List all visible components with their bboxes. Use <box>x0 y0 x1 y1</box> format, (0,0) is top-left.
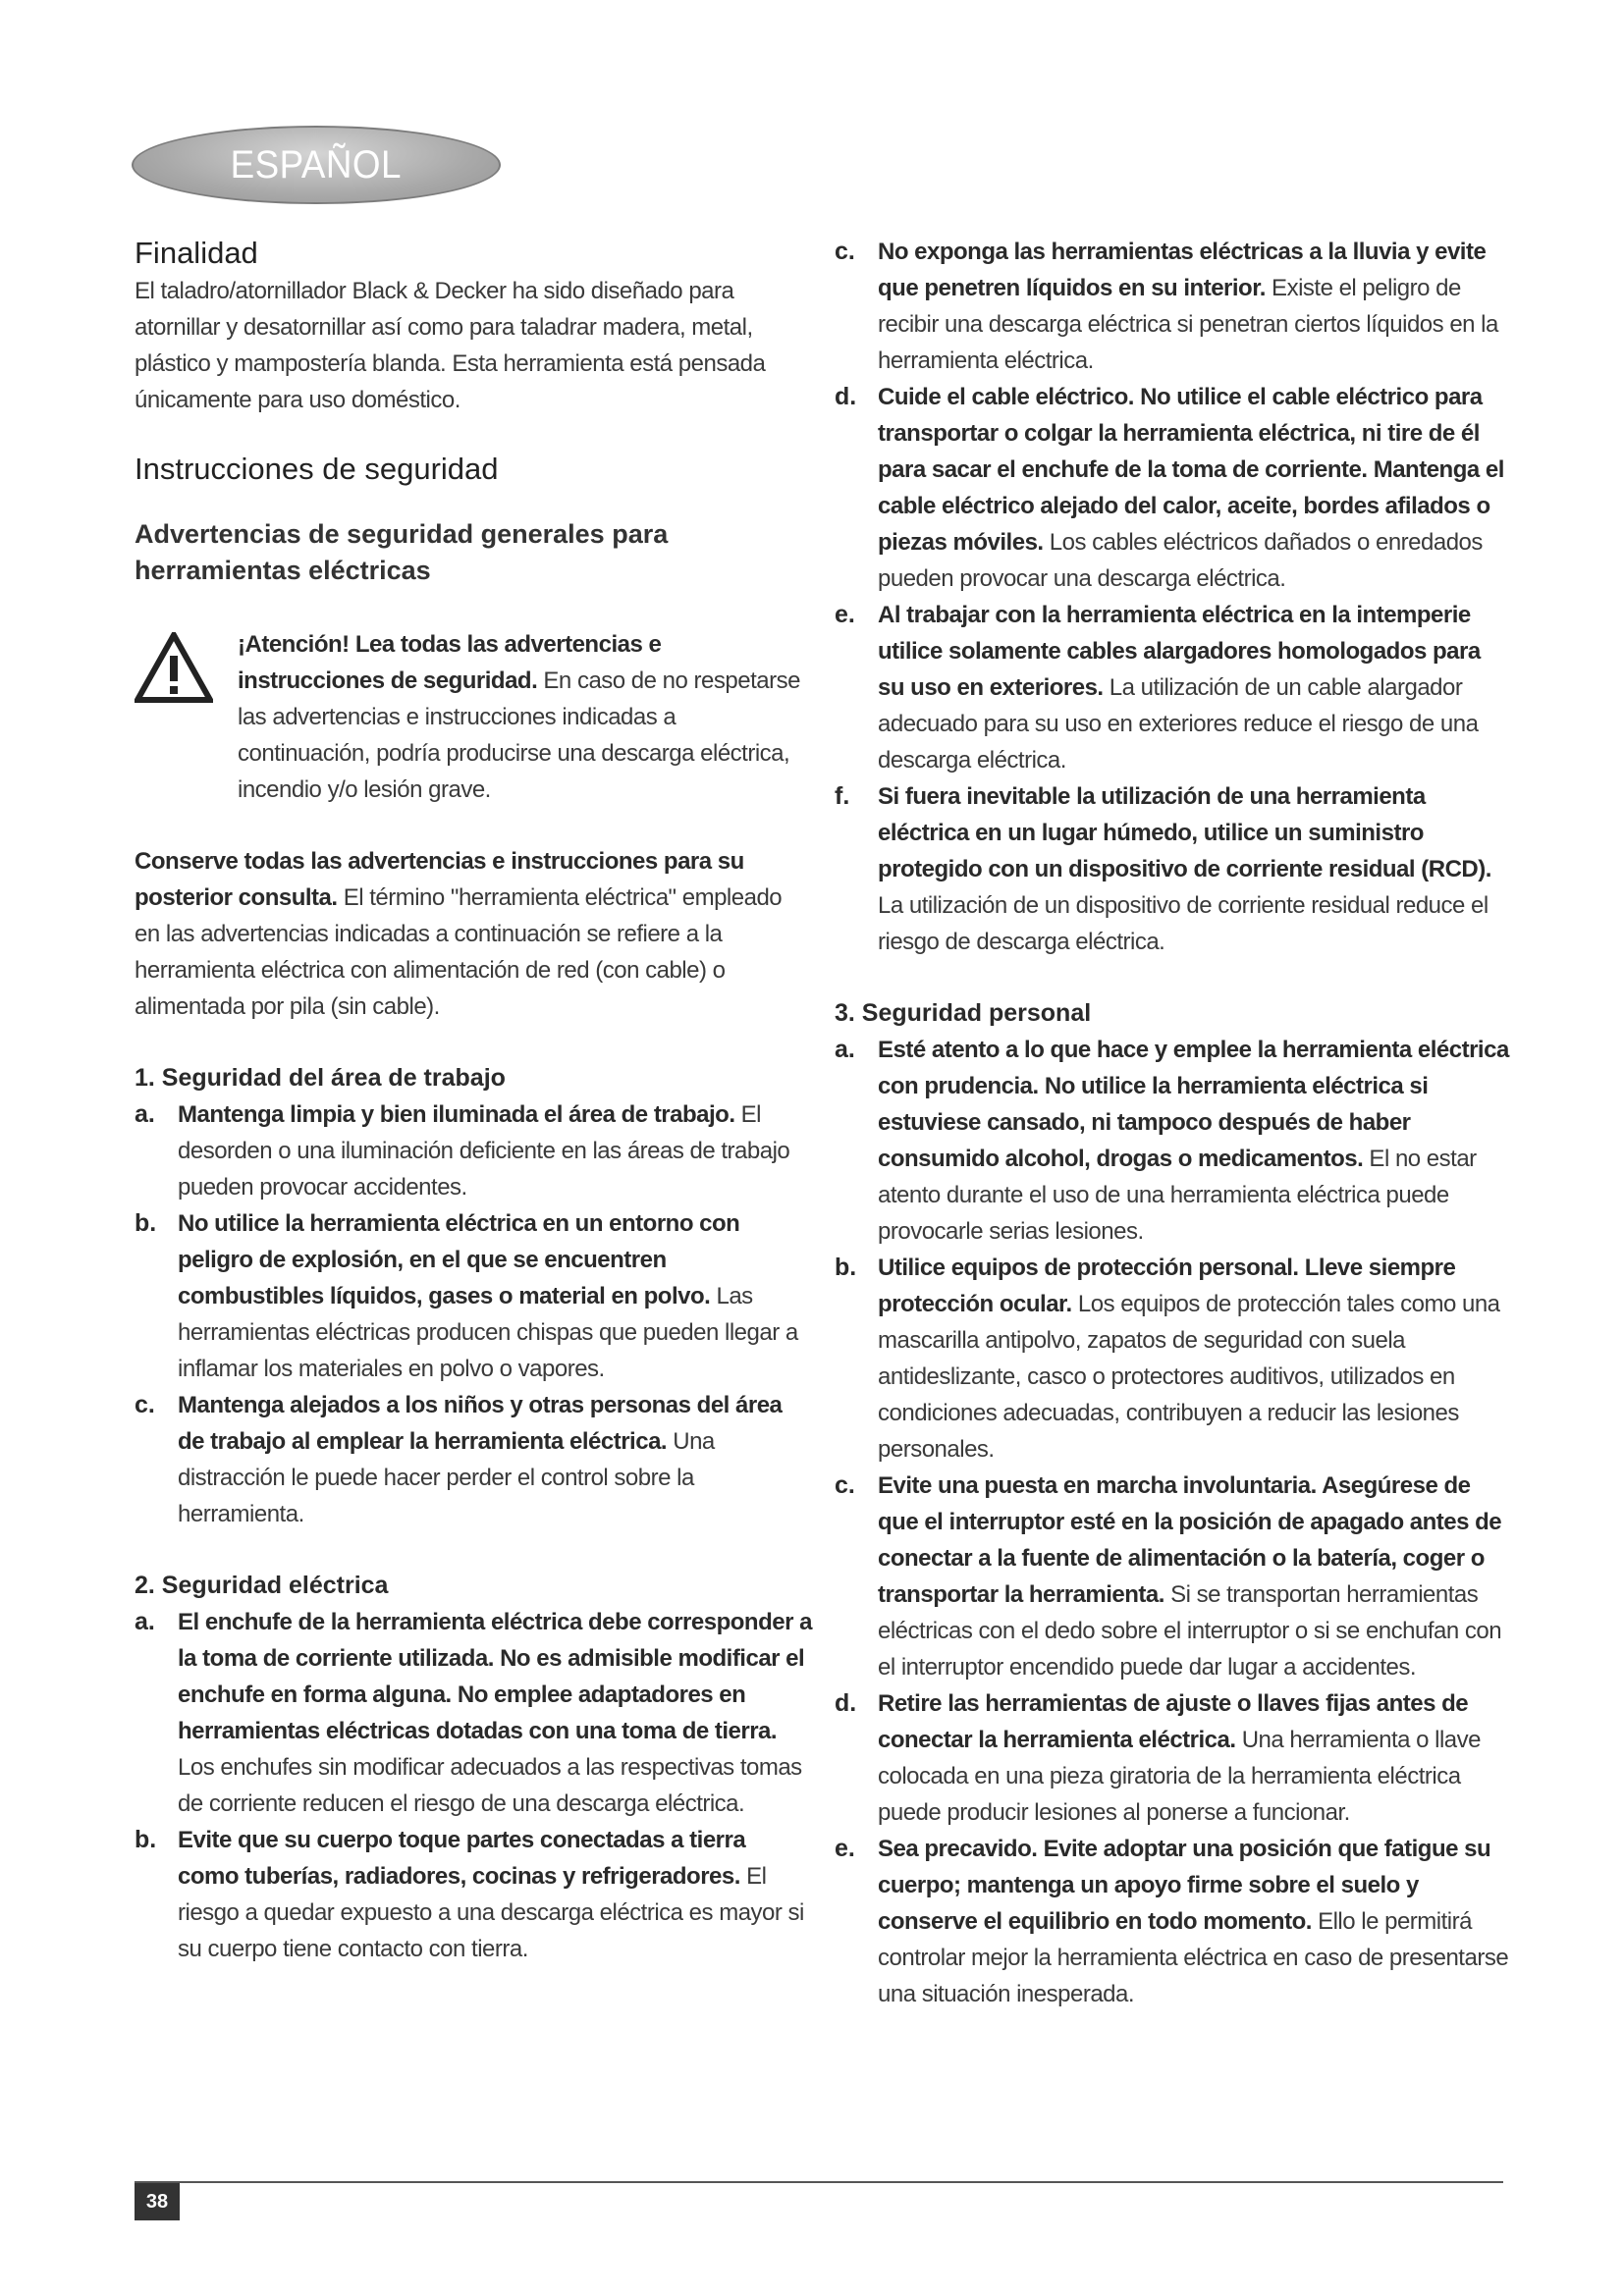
warning-text <box>238 626 812 808</box>
list-item <box>835 1685 1512 1831</box>
conserve-body: El término "herramienta eléctrica" empleado en las advertencias indicadas a continuación se refiere a la herramienta eléctrica con alimentación de red (con cable) o alimentada por pila (sin cable). <box>135 884 783 1020</box>
warning-triangle-icon <box>135 632 213 703</box>
item-bold: Retire las herramientas de ajuste o llaves fijas antes de conectar la herramienta eléctrica. <box>878 1690 1469 1753</box>
item-text: Los cables eléctricos dañados o enredados pueden provocar una descarga eléctrica. <box>878 529 1483 592</box>
item-text: El riesgo a quedar expuesto a una descarga eléctrica es mayor si su cuerpo tiene contacto con tierra. <box>178 1863 804 1962</box>
list-item <box>835 778 1512 960</box>
item-label: d. <box>835 383 857 410</box>
item-bold: Utilice equipos de protección personal. Lleve siempre protección ocular. <box>878 1255 1456 1317</box>
item-bold: Mantenga limpia y bien iluminada el área de trabajo. <box>178 1101 735 1128</box>
list-item <box>135 1822 812 1967</box>
item-label: f. <box>835 782 850 810</box>
item-text: Los equipos de protección tales como una mascarilla antipolvo, zapatos de seguridad con suela antideslizante, casco o protectores auditivos, utilizados en condiciones adecuadas, contribuyen a reducir las lesiones personales. <box>878 1291 1500 1463</box>
list-item <box>835 379 1512 597</box>
item-text: La utilización de un dispositivo de corriente residual reduce el riesgo de descarga eléctrica. <box>878 892 1489 955</box>
item-label: e. <box>835 1835 855 1862</box>
right-column <box>835 234 1512 2012</box>
left-column <box>135 234 812 1967</box>
list-item <box>135 1604 812 1822</box>
item-text: Una herramienta o llave colocada en una pieza giratoria de la herramienta eléctrica puede producir lesiones al ponerse a funcionar. <box>878 1727 1481 1826</box>
item-text: Ello le permitirá controlar mejor la herramienta eléctrica en caso de presentarse una situación inesperada. <box>878 1908 1509 2007</box>
section-2-title: 2. Seguridad eléctrica <box>135 1572 389 1599</box>
section-3-title: 3. Seguridad personal <box>835 999 1092 1027</box>
item-text: Una distracción le puede hacer perder el control sobre la herramienta. <box>178 1428 715 1527</box>
item-label: e. <box>835 601 855 628</box>
finalidad-text: El taladro/atornillador Black & Decker ha sido diseñado para atornillar y desatornillar así como para taladrar madera, metal, plástico y mampostería blanda. Esta herramienta está pensada únicamente para uso doméstico. <box>135 278 766 413</box>
item-label: b. <box>135 1209 157 1237</box>
language-label: ESPAÑOL <box>230 142 403 187</box>
list-item <box>835 1468 1512 1685</box>
item-text: Los enchufes sin modificar adecuados a las respectivas tomas de corriente reducen el riesgo de una descarga eléctrica. <box>178 1754 802 1817</box>
list-item <box>135 1096 812 1205</box>
item-text: Las herramientas eléctricas producen chispas que pueden llegar a inflamar los materiales en polvo o vapores. <box>178 1283 798 1382</box>
item-bold: Cuide el cable eléctrico. No utilice el cable eléctrico para transportar o colgar la herramienta eléctrica, ni tire de él para sacar el enchufe de la toma de corriente. Mantenga el cable eléctrico alejado del calor, aceite, bordes afilados o piezas móviles. <box>878 384 1504 556</box>
footer-rule <box>135 2181 1503 2183</box>
item-bold: Esté atento a lo que hace y emplee la herramienta eléctrica con prudencia. No utilice la herramienta eléctrica si estuviese cansado, ni tampoco después de haber consumido alcohol, drogas o medicamentos. <box>878 1037 1509 1172</box>
item-bold: Evite que su cuerpo toque partes conectadas a tierra como tuberías, radiadores, cocinas y refrigeradores. <box>178 1827 746 1890</box>
item-label: c. <box>135 1391 155 1418</box>
list-item <box>835 234 1512 379</box>
item-label: d. <box>835 1689 857 1717</box>
conserve-paragraph <box>135 843 812 1025</box>
item-text: La utilización de un cable alargador adecuado para su uso en exteriores reduce el riesgo de una descarga eléctrica. <box>878 674 1479 774</box>
item-text: El desorden o una iluminación deficiente en las áreas de trabajo pueden provocar accidentes. <box>178 1101 790 1201</box>
item-text: Existe el peligro de recibir una descarga eléctrica si penetran ciertos líquidos en la herramienta eléctrica. <box>878 275 1498 374</box>
list-item <box>135 1205 812 1387</box>
item-bold: Sea precavido. Evite adoptar una posición que fatigue su cuerpo; mantenga un apoyo firme sobre el suelo y conserve el equilibrio en todo momento. <box>878 1836 1491 1935</box>
item-bold: Evite una puesta en marcha involuntaria. Asegúrese de que el interruptor esté en la posición de apagado antes de conectar a la fuente de alimentación o la batería, coger o transportar la herramienta. <box>878 1472 1502 1608</box>
item-bold: Si fuera inevitable la utilización de una herramienta eléctrica en un lugar húmedo, utilice un suministro protegido con un dispositivo de corriente residual (RCD). <box>878 783 1491 882</box>
list-item <box>135 1387 812 1532</box>
warning-body: En caso de no respetarse las advertencias e instrucciones indicadas a continuación, podría producirse una descarga eléctrica, incendio y/o lesión grave. <box>238 667 800 803</box>
item-label: b. <box>135 1826 157 1853</box>
item-label: b. <box>835 1254 857 1281</box>
item-bold: No exponga las herramientas eléctricas a la lluvia y evite que penetren líquidos en su interior. <box>878 239 1487 301</box>
item-label: a. <box>135 1608 155 1635</box>
general-warnings-heading: Advertencias de seguridad generales para herramientas eléctricas <box>135 519 669 585</box>
list-item <box>835 1250 1512 1468</box>
finalidad-heading: Finalidad <box>135 236 258 270</box>
item-bold: El enchufe de la herramienta eléctrica debe corresponder a la toma de corriente utilizada. No es admisible modificar el enchufe en forma alguna. No emplee adaptadores en herramientas eléctricas dotadas con una toma de tierra. <box>178 1609 812 1744</box>
language-badge <box>132 126 501 204</box>
item-bold: Al trabajar con la herramienta eléctrica en la intemperie utilice solamente cables alargadores homologados para su uso en exteriores. <box>878 602 1481 701</box>
page-number: 38 <box>135 2183 180 2220</box>
item-text: El no estar atento durante el uso de una herramienta eléctrica puede provocarle serias lesiones. <box>878 1146 1477 1245</box>
list-item <box>835 1831 1512 2012</box>
warning-block <box>135 626 812 808</box>
item-text: Si se transportan herramientas eléctricas con el dedo sobre el interruptor o si se enchufan con el interruptor encendido puede dar lugar a accidentes. <box>878 1581 1502 1681</box>
item-bold: No utilice la herramienta eléctrica en un entorno con peligro de explosión, en el que se encuentren combustibles líquidos, gases o material en polvo. <box>178 1210 740 1309</box>
warning-bold: ¡Atención! Lea todas las advertencias e instrucciones de seguridad. <box>238 631 662 694</box>
safety-heading: Instrucciones de seguridad <box>135 452 499 486</box>
list-item <box>835 1032 1512 1250</box>
item-label: c. <box>835 238 855 265</box>
item-label: a. <box>135 1100 155 1128</box>
list-item <box>835 597 1512 778</box>
item-label: a. <box>835 1036 855 1063</box>
section-1-title: 1. Seguridad del área de trabajo <box>135 1064 506 1092</box>
item-bold: Mantenga alejados a los niños y otras personas del área de trabajo al emplear la herramienta eléctrica. <box>178 1392 783 1455</box>
item-label: c. <box>835 1471 855 1499</box>
conserve-bold: Conserve todas las advertencias e instrucciones para su posterior consulta. <box>135 848 744 911</box>
